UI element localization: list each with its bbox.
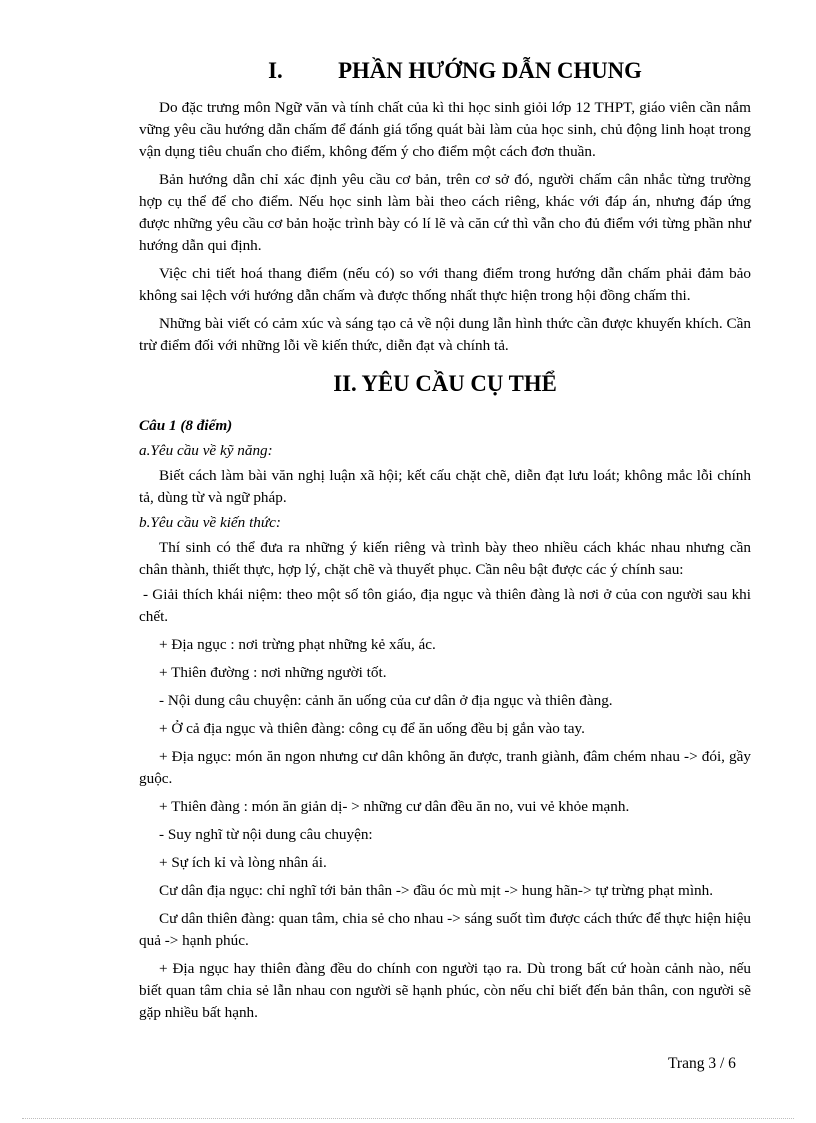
page-number: Trang 3 / 6 [668, 1055, 736, 1072]
point-conclusion: + Địa ngục hay thiên đàng đều do chính con người tạo ra. Dù trong bất cứ hoàn cảnh nào, nếu biết quan tâm chia sẻ lẫn nhau con người sẽ hạnh phúc, còn nếu chỉ biết đến bản thân, con người sẽ gặp nhiều bất hạnh. [139, 960, 751, 1021]
general-paragraph-4: Những bài viết có cảm xúc và sáng tạo cả về nội dung lẫn hình thức cần được khuyến khích. Cần trừ điểm đối với những lỗi về kiến thức, diễn đạt và chính tả. [139, 315, 751, 354]
point-selfishness-kindness: + Sự ích kỉ và lòng nhân ái. [159, 854, 327, 871]
question-heading: Câu 1 (8 điểm) [139, 417, 233, 434]
skill-text: Biết cách làm bài văn nghị luận xã hội; kết cấu chặt chẽ, diễn đạt lưu loát; không mắc lỗi chính tả, dùng từ và ngữ pháp. [139, 467, 751, 506]
point-utensils: + Ở cả địa ngục và thiên đàng: công cụ để ăn uống đều bị gắn vào tay. [159, 720, 585, 737]
page-bottom-divider [22, 1118, 794, 1119]
knowledge-intro: Thí sinh có thể đưa ra những ý kiến riêng và trình bày theo nhiều cách khác nhau nhưng cần chân thành, thiết thực, hợp lý, chặt chẽ và thuyết phục. Cần nêu bật được các ý chính sau: [139, 539, 751, 578]
point-heaven-eating: + Thiên đàng : món ăn giản dị- > những cư dân đều ăn no, vui vẻ khỏe mạnh. [159, 798, 630, 815]
section-1-number: I. [268, 58, 283, 83]
knowledge-heading: b.Yêu cầu về kiến thức: [139, 514, 281, 531]
point-heaven-definition: + Thiên đường : nơi những người tốt. [159, 664, 387, 681]
section-1-heading [139, 60, 751, 82]
general-paragraph-1: Do đặc trưng môn Ngữ văn và tính chất của kì thi học sinh giỏi lớp 12 THPT, giáo viên cần nắm vững yêu cầu hướng dẫn chấm để đánh giá tổng quát bài làm của học sinh, chủ động linh hoạt trong vận dụng tiêu chuẩn cho điểm, không đếm ý cho điểm một cách đơn thuần. [139, 99, 751, 160]
point-explain-concept: - Giải thích khái niệm: theo một số tôn giáo, địa ngục và thiên đàng là nơi ở của con người sau khi chết. [139, 586, 751, 625]
point-reflection: - Suy nghĩ từ nội dung câu chuyện: [159, 826, 373, 843]
point-hell-residents: Cư dân địa ngục: chỉ nghĩ tới bản thân -> đầu óc mù mịt -> hung hãn-> tự trừng phạt mình. [159, 882, 714, 899]
section-2-heading: II. YÊU CẦU CỤ THỂ [333, 371, 557, 396]
point-hell-eating: + Địa ngục: món ăn ngon nhưng cư dân không ăn được, tranh giành, đâm chém nhau -> đói, gầy guộc. [139, 748, 751, 787]
skill-heading: a.Yêu cầu về kỹ năng: [139, 442, 273, 459]
section-1-title: PHẦN HƯỚNG DẪN CHUNG [338, 58, 642, 83]
general-paragraph-2: Bản hướng dẫn chỉ xác định yêu cầu cơ bản, trên cơ sở đó, người chấm cân nhắc từng trường hợp cụ thể để cho điểm. Nếu học sinh làm bài theo cách riêng, khác với đáp án, nhưng đáp ứng được những yêu cầu cơ bản hoặc trình bày có lí lẽ và căn cứ thì vẫn cho đủ điểm với từng phần như hướng dẫn qui định. [139, 171, 751, 254]
point-hell-definition: + Địa ngục : nơi trừng phạt những kẻ xấu, ác. [159, 636, 436, 653]
document-page [139, 60, 751, 1024]
point-story-content: - Nội dung câu chuyện: cảnh ăn uống của cư dân ở địa ngục và thiên đàng. [159, 692, 613, 709]
general-paragraph-3: Việc chi tiết hoá thang điểm (nếu có) so với thang điểm trong hướng dẫn chấm phải đảm bảo không sai lệch với hướng dẫn chấm và được thống nhất thực hiện trong hội đồng chấm thi. [139, 265, 751, 304]
point-heaven-residents: Cư dân thiên đàng: quan tâm, chia sẻ cho nhau -> sáng suốt tìm được cách thức để thực hiện hiệu quả -> hạnh phúc. [139, 910, 751, 949]
